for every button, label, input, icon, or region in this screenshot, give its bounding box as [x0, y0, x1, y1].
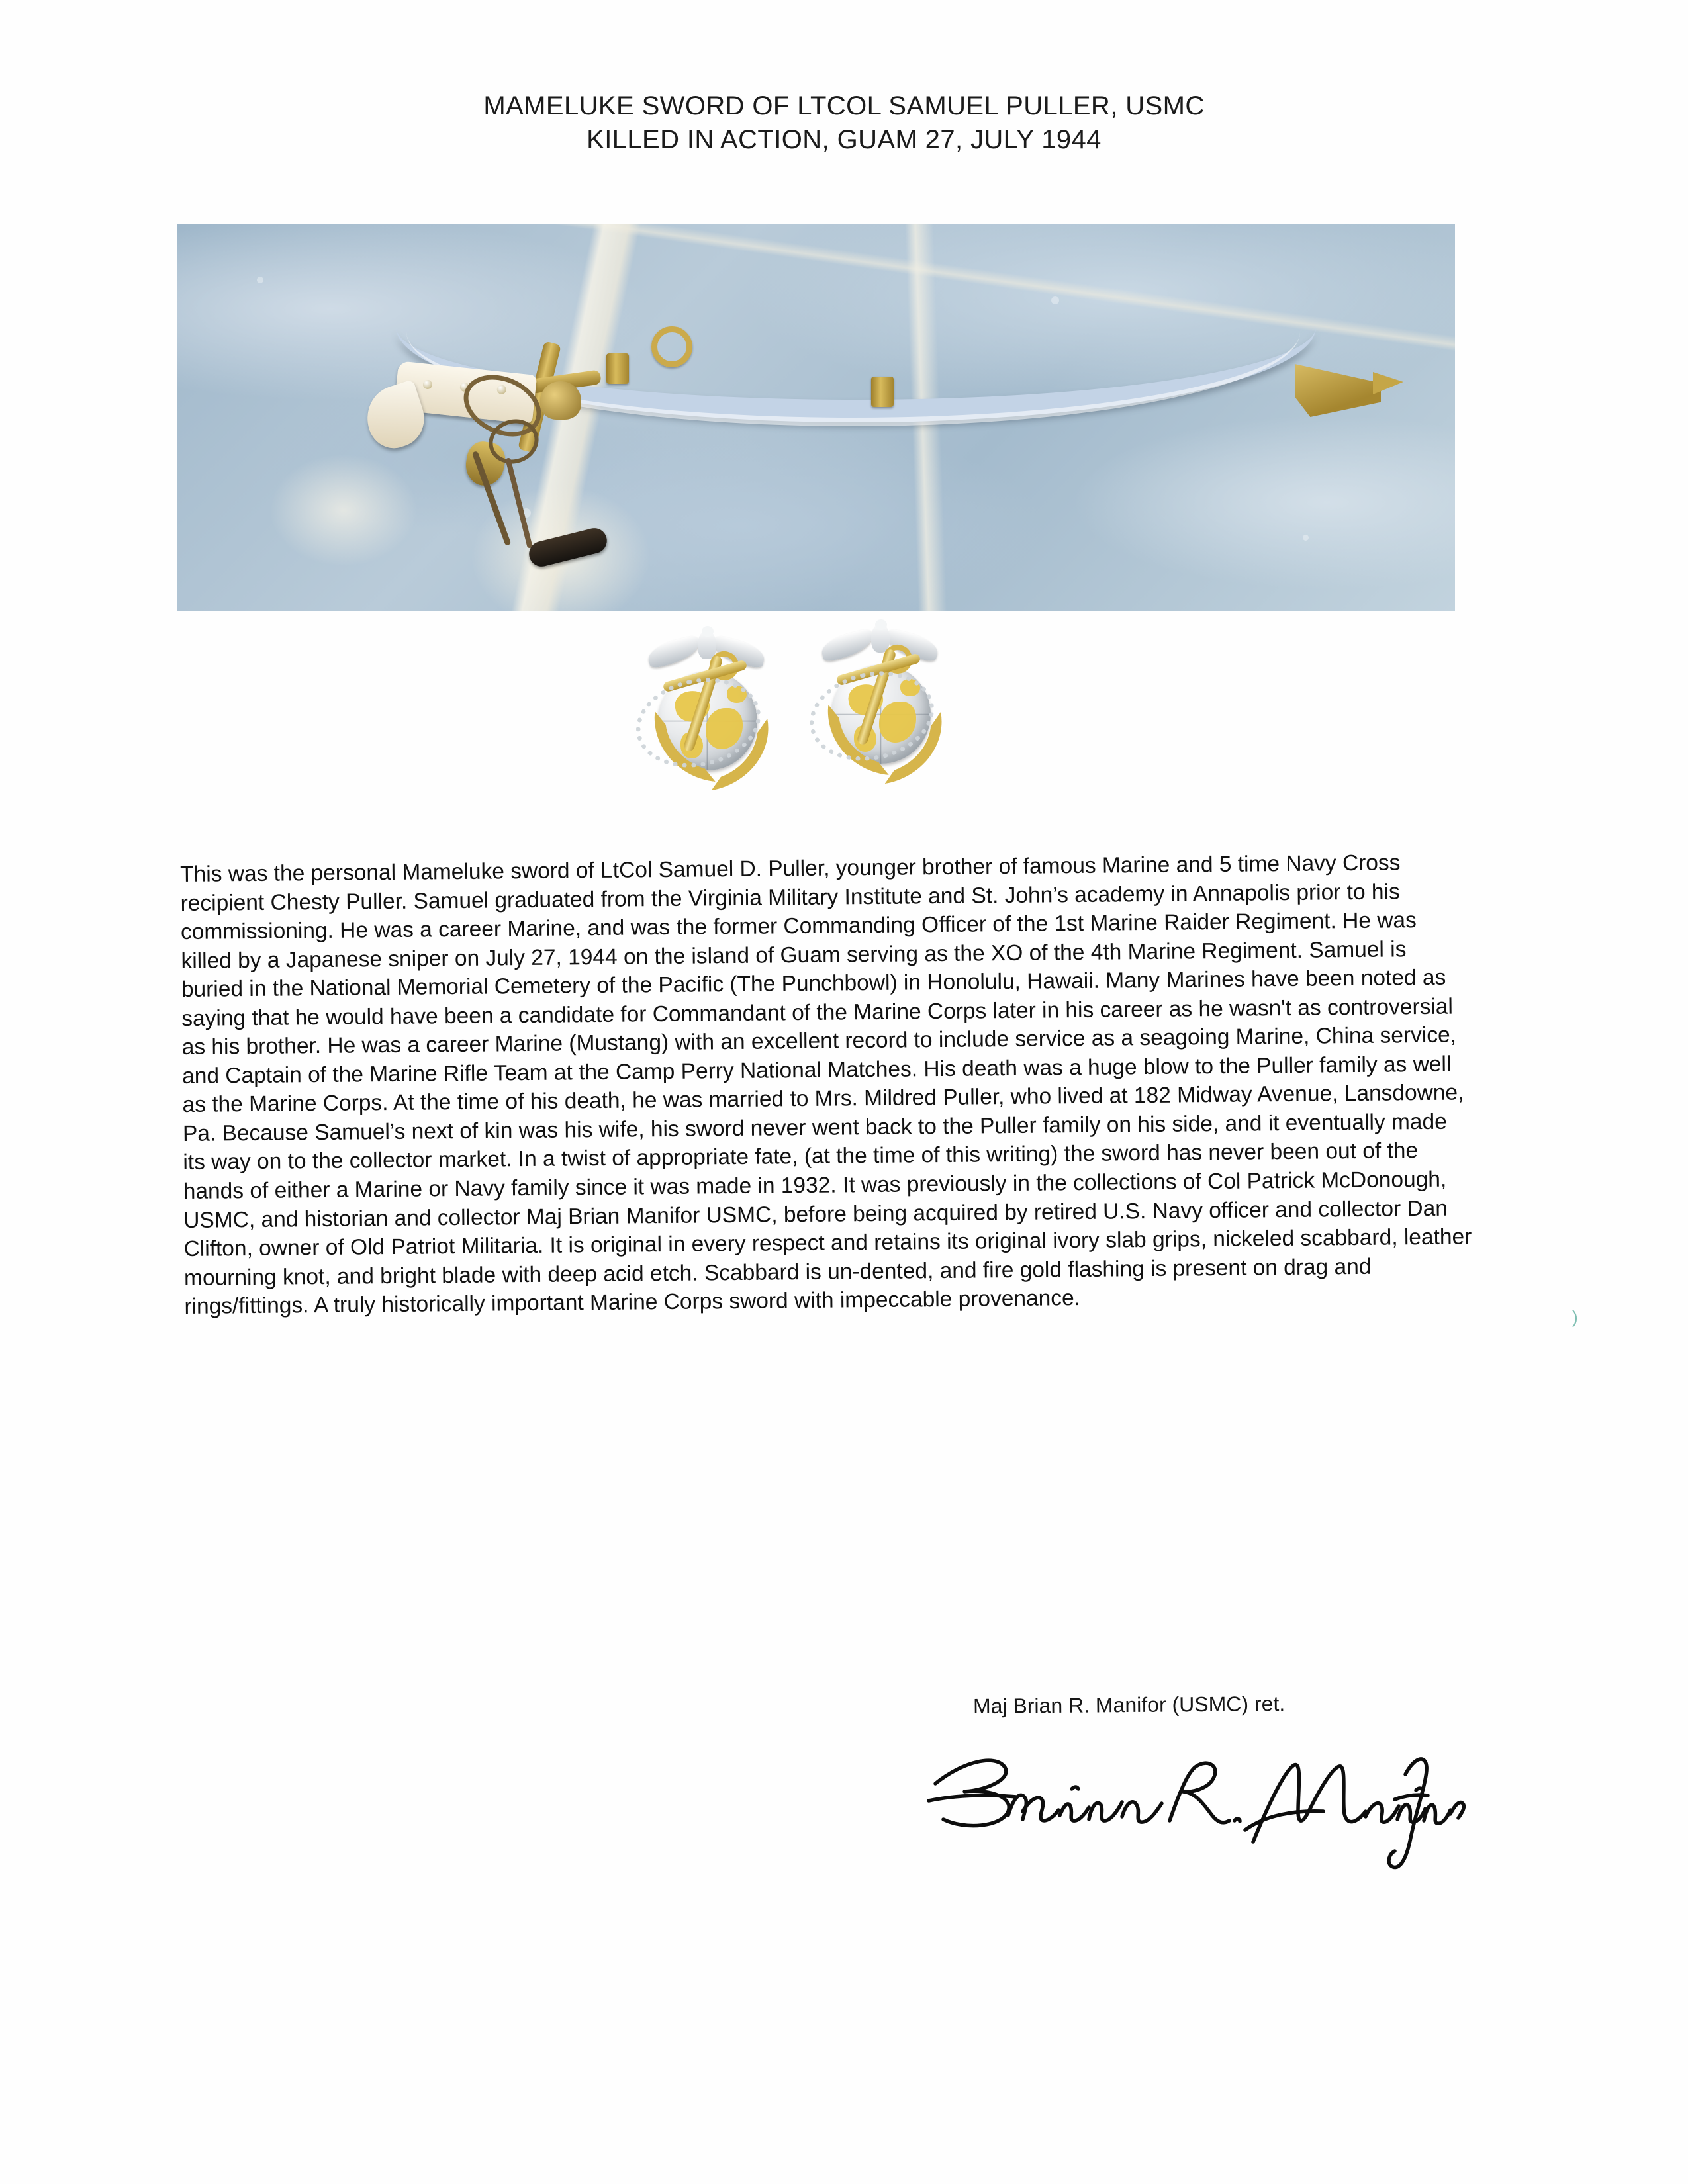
grip-pin [422, 379, 432, 389]
edge-pen-mark: ) [1572, 1307, 1578, 1327]
stone-speck [257, 277, 263, 283]
ega-insignia-right [796, 615, 955, 781]
handwritten-signature [923, 1737, 1466, 1883]
scabbard-fitting [606, 353, 629, 384]
signature-name: Maj Brian R. Manifor (USMC) ret. [972, 1691, 1286, 1719]
title-line-1: MAMELUKE SWORD OF LTCOL SAMUEL PULLER, USMC [483, 91, 1205, 120]
provenance-text [180, 848, 1477, 1321]
sword-photograph [177, 224, 1455, 611]
crossguard-langet [540, 381, 581, 420]
ega-insignia-left [622, 622, 781, 788]
provenance-paragraph: This was the personal Mameluke sword of LtCol Samuel D. Puller, younger brother of famous Marine and 5 time Navy Cross recipient Chesty Puller. Samuel graduated from the Virginia Military Institute and St. John’s academy in Annapolis prior to his commissioning. He was a career Marine, and was the former Commanding Officer of the 1st Marine Raider Regiment. He was killed by a Japanese sniper on July 27, 1944 on the island of Guam serving as the XO of the 4th Marine Regiment. Samuel is buried in the National Memorial Cemetery of the Pacific (The Punchbowl) in Honolulu, Hawaii. Many Marines have been noted as saying that he would have been a candidate for Commandant of the Marine Corps later in his career as he wasn't as controversial as his brother. He was a career Marine (Mustang) with an excellent record to include service as a seagoing Marine, China service, and Captain of the Marine Rifle Team at the Camp Perry National Matches. His death was a huge blow to the Puller family as well as the Marine Corps. At the time of his death, he was married to Mrs. Mildred Puller, who lived at 182 Midway Avenue, Lansdowne, Pa. Because Samuel’s next of kin was his wife, his sword never went back to the Puller family on his side, and it eventually made its way on to the collector market. In a twist of appropriate fate, (at the time of this writing) the sword has never been out of the hands of either a Marine or Navy family since it was made in 1932. It was previously in the collections of Col Patrick McDonough, USMC, and historian and collector Maj Brian Manifor USMC, before being acquired by retired U.S. Navy officer and collector Dan Clifton, owner of Old Patriot Militaria. It is original in every respect and retains its original ivory slab grips, nickeled scabbard, leather mourning knot, and bright blade with deep acid etch. Scabbard is un-dented, and fire gold flashing is present on drag and rings/fittings. A truly historically important Marine Corps sword with impeccable provenance. [180, 850, 1472, 1320]
stone-speck [1303, 535, 1309, 541]
page-title [0, 89, 1688, 157]
eagle-head [702, 626, 714, 637]
eagle-head [875, 619, 887, 630]
carry-ring-icon [651, 326, 692, 367]
title-line-2: KILLED IN ACTION, GUAM 27, JULY 1944 [586, 125, 1102, 155]
stone-speck [1051, 296, 1059, 304]
scabbard-fitting [871, 377, 894, 407]
usmc-insignia-pair [622, 615, 993, 794]
